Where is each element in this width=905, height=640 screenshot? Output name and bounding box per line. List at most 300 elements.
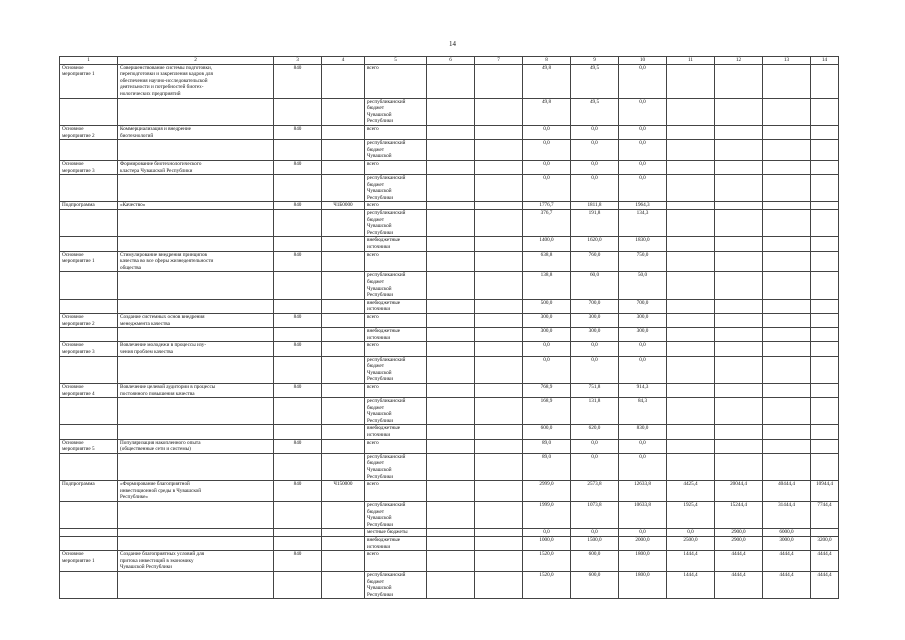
column-header: 1 (60, 57, 118, 65)
value-cell: 638,8 (523, 251, 571, 272)
value-cell (667, 383, 715, 397)
code-cell (322, 571, 365, 598)
table-row (60, 342, 839, 356)
grbs-cell: 840 (274, 64, 322, 98)
program-name-cell: Коммерциализация и внедрение биотехнологий (118, 125, 274, 139)
program-name-cell: «Качество» (118, 202, 274, 210)
value-cell (811, 64, 839, 98)
code-cell (322, 140, 365, 161)
value-cell: 20044,4 (715, 481, 763, 502)
empty-cell (427, 98, 475, 125)
grbs-cell: 840 (274, 125, 322, 139)
value-cell: 0,0 (619, 175, 667, 202)
value-cell: 15244,4 (715, 502, 763, 529)
program-type-cell: Основное мероприятие 5 (60, 439, 118, 453)
value-cell: 760,0 (571, 251, 619, 272)
program-type-cell (60, 299, 118, 313)
funding-source-cell: республиканский бюджет Чувашской Республики (365, 210, 427, 237)
value-cell: 0,0 (619, 98, 667, 125)
table-row (60, 383, 839, 397)
value-cell: 1800,0 (619, 551, 667, 572)
empty-cell (475, 272, 523, 299)
program-type-cell: Основное мероприятие 2 (60, 313, 118, 327)
code-cell (322, 160, 365, 174)
empty-cell (475, 175, 523, 202)
value-cell (811, 98, 839, 125)
code-cell (322, 383, 365, 397)
value-cell: 4425,4 (667, 481, 715, 502)
value-cell (763, 272, 811, 299)
value-cell (715, 160, 763, 174)
table-row (60, 481, 839, 502)
funding-source-cell: республиканский бюджет Чувашской Республики (365, 175, 427, 202)
value-cell: 0,0 (571, 453, 619, 480)
program-name-cell: Популяризация накопленного опыта (общественные сети и системы) (118, 439, 274, 453)
value-cell (811, 398, 839, 425)
column-header: 11 (667, 57, 715, 65)
value-cell: 2573,8 (571, 481, 619, 502)
program-name-cell (118, 536, 274, 550)
empty-cell (427, 313, 475, 327)
value-cell: 134,3 (619, 210, 667, 237)
empty-cell (427, 529, 475, 537)
value-cell (811, 251, 839, 272)
funding-source-cell: внебюджетные источники (365, 536, 427, 550)
value-cell: 300,0 (619, 313, 667, 327)
code-cell (322, 313, 365, 327)
grbs-cell: 840 (274, 251, 322, 272)
program-name-cell: Стимулирование внедрения принципов качества во все сферы жизнедеятельности общества (118, 251, 274, 272)
value-cell (715, 125, 763, 139)
value-cell: 1776,7 (523, 202, 571, 210)
column-header: 7 (475, 57, 523, 65)
value-cell (811, 439, 839, 453)
value-cell: 1800,0 (619, 571, 667, 598)
program-type-cell (60, 237, 118, 251)
empty-cell (475, 125, 523, 139)
value-cell (763, 64, 811, 98)
value-cell (667, 313, 715, 327)
empty-cell (475, 98, 523, 125)
program-type-cell (60, 140, 118, 161)
code-cell (322, 342, 365, 356)
table-row (60, 98, 839, 125)
value-cell: 600,0 (571, 551, 619, 572)
code-cell: Ч1Б0000 (322, 202, 365, 210)
program-name-cell (118, 398, 274, 425)
grbs-cell (274, 140, 322, 161)
grbs-cell: 840 (274, 160, 322, 174)
value-cell (667, 272, 715, 299)
value-cell: 300,0 (571, 328, 619, 342)
program-type-cell (60, 398, 118, 425)
program-type-cell: Основное мероприятие 1 (60, 64, 118, 98)
funding-source-cell: внебюджетные источники (365, 299, 427, 313)
value-cell: 1925,4 (667, 502, 715, 529)
value-cell (715, 98, 763, 125)
grbs-cell: 840 (274, 551, 322, 572)
empty-cell (427, 342, 475, 356)
empty-cell (427, 210, 475, 237)
code-cell (322, 251, 365, 272)
grbs-cell (274, 210, 322, 237)
empty-cell (475, 481, 523, 502)
code-cell (322, 551, 365, 572)
program-name-cell (118, 272, 274, 299)
value-cell: 49,5 (571, 64, 619, 98)
value-cell (715, 251, 763, 272)
empty-cell (475, 299, 523, 313)
empty-cell (475, 551, 523, 572)
page-number: 14 (449, 40, 456, 48)
funding-source-cell: всего (365, 342, 427, 356)
column-header: 14 (811, 57, 839, 65)
program-type-cell: Основное мероприятие 3 (60, 342, 118, 356)
funding-source-cell: всего (365, 64, 427, 98)
program-type-cell: Подпрограмма (60, 481, 118, 502)
value-cell (667, 140, 715, 161)
program-name-cell (118, 328, 274, 342)
value-cell: 0,0 (619, 529, 667, 537)
program-name-cell (118, 453, 274, 480)
value-cell (667, 64, 715, 98)
value-cell: 0,0 (571, 439, 619, 453)
grbs-cell (274, 425, 322, 439)
table-row (60, 64, 839, 98)
value-cell (763, 342, 811, 356)
value-cell: 0,0 (571, 125, 619, 139)
value-cell (763, 237, 811, 251)
funding-source-cell: всего (365, 160, 427, 174)
value-cell: 500,0 (523, 299, 571, 313)
value-cell: 49,8 (523, 98, 571, 125)
value-cell: 2900,0 (715, 536, 763, 550)
program-type-cell (60, 328, 118, 342)
empty-cell (475, 251, 523, 272)
table-row (60, 272, 839, 299)
empty-cell (427, 356, 475, 383)
table-row (60, 328, 839, 342)
program-type-cell: Основное мероприятие 3 (60, 160, 118, 174)
empty-cell (427, 160, 475, 174)
table-row (60, 502, 839, 529)
empty-cell (427, 502, 475, 529)
funding-source-cell: республиканский бюджет Чувашской Республики (365, 571, 427, 598)
value-cell (763, 356, 811, 383)
program-name-cell (118, 529, 274, 537)
empty-cell (427, 571, 475, 598)
value-cell: 7744,4 (811, 502, 839, 529)
value-cell: 1400,0 (523, 237, 571, 251)
value-cell: 1444,4 (667, 551, 715, 572)
value-cell (667, 98, 715, 125)
value-cell: 768,9 (523, 383, 571, 397)
empty-cell (475, 571, 523, 598)
value-cell (715, 313, 763, 327)
grbs-cell (274, 98, 322, 125)
code-cell (322, 98, 365, 125)
grbs-cell (274, 502, 322, 529)
program-type-cell (60, 98, 118, 125)
table-row (60, 313, 839, 327)
funding-source-cell: местные бюджеты (365, 529, 427, 537)
value-cell: 10944,4 (811, 481, 839, 502)
value-cell (667, 299, 715, 313)
value-cell (763, 425, 811, 439)
value-cell (763, 313, 811, 327)
table-row (60, 299, 839, 313)
value-cell: 4444,4 (811, 551, 839, 572)
value-cell (667, 328, 715, 342)
funding-source-cell: внебюджетные источники (365, 425, 427, 439)
value-cell: 31444,4 (763, 502, 811, 529)
value-cell (667, 202, 715, 210)
grbs-cell (274, 237, 322, 251)
value-cell: 89,0 (523, 439, 571, 453)
empty-cell (475, 210, 523, 237)
value-cell (811, 529, 839, 537)
value-cell: 0,0 (571, 140, 619, 161)
program-name-cell (118, 425, 274, 439)
value-cell (763, 383, 811, 397)
table-row (60, 210, 839, 237)
grbs-cell: 840 (274, 439, 322, 453)
value-cell (763, 398, 811, 425)
value-cell (667, 210, 715, 237)
value-cell (715, 453, 763, 480)
value-cell: 10633,8 (619, 502, 667, 529)
code-cell (322, 536, 365, 550)
funding-source-cell: всего (365, 125, 427, 139)
value-cell (667, 125, 715, 139)
value-cell: 1830,0 (619, 237, 667, 251)
value-cell: 138,8 (523, 272, 571, 299)
empty-cell (427, 272, 475, 299)
value-cell: 0,0 (523, 160, 571, 174)
value-cell: 376,7 (523, 210, 571, 237)
grbs-cell (274, 175, 322, 202)
code-cell (322, 175, 365, 202)
value-cell: 50,0 (619, 272, 667, 299)
funding-source-cell: всего (365, 439, 427, 453)
value-cell: 4444,4 (715, 571, 763, 598)
funding-source-cell: республиканский бюджет Чувашской Республики (365, 502, 427, 529)
value-cell (763, 125, 811, 139)
value-cell: 1073,8 (571, 502, 619, 529)
value-cell: 2999,0 (523, 481, 571, 502)
empty-cell (427, 439, 475, 453)
table-row (60, 425, 839, 439)
value-cell: 0,0 (523, 342, 571, 356)
program-name-cell (118, 210, 274, 237)
value-cell (715, 439, 763, 453)
value-cell: 60,0 (571, 272, 619, 299)
value-cell: 0,0 (619, 140, 667, 161)
value-cell (811, 425, 839, 439)
value-cell (715, 175, 763, 202)
value-cell: 168,9 (523, 398, 571, 425)
grbs-cell (274, 571, 322, 598)
value-cell: 84,3 (619, 398, 667, 425)
value-cell: 0,0 (523, 356, 571, 383)
column-header: 4 (322, 57, 365, 65)
table-row (60, 439, 839, 453)
empty-cell (427, 237, 475, 251)
program-name-cell (118, 237, 274, 251)
grbs-cell: 840 (274, 202, 322, 210)
program-type-cell (60, 175, 118, 202)
code-cell (322, 328, 365, 342)
funding-source-cell: республиканский бюджет Чувашской Республики (365, 398, 427, 425)
value-cell (715, 425, 763, 439)
value-cell: 1811,8 (571, 202, 619, 210)
value-cell (667, 342, 715, 356)
funding-source-cell: всего (365, 383, 427, 397)
value-cell: 0,0 (571, 342, 619, 356)
empty-cell (475, 342, 523, 356)
value-cell (763, 160, 811, 174)
empty-cell (475, 64, 523, 98)
code-cell (322, 125, 365, 139)
value-cell (811, 383, 839, 397)
column-header: 8 (523, 57, 571, 65)
funding-source-cell: внебюджетные источники (365, 237, 427, 251)
program-type-cell (60, 453, 118, 480)
table-row (60, 356, 839, 383)
value-cell: 0,0 (571, 160, 619, 174)
value-cell: 4444,4 (763, 571, 811, 598)
value-cell (667, 356, 715, 383)
code-cell (322, 64, 365, 98)
value-cell (811, 272, 839, 299)
value-cell (763, 202, 811, 210)
empty-cell (427, 536, 475, 550)
column-header: 6 (427, 57, 475, 65)
code-cell (322, 299, 365, 313)
value-cell (811, 299, 839, 313)
grbs-cell: 840 (274, 342, 322, 356)
column-header: 13 (763, 57, 811, 65)
value-cell: 4444,4 (811, 571, 839, 598)
value-cell (715, 64, 763, 98)
value-cell: 0,0 (523, 529, 571, 537)
header-row (60, 57, 839, 65)
program-name-cell: Совершенствование системы подготовки, переподготовки и закрепления кадров для обеспечения научно-исследовательской деятельности и потребностей биотех- нологических предприятий (118, 64, 274, 98)
empty-cell (475, 383, 523, 397)
empty-cell (427, 398, 475, 425)
funding-source-cell: республиканский бюджет Чувашской Республики (365, 98, 427, 125)
table-row (60, 551, 839, 572)
value-cell: 3200,0 (811, 536, 839, 550)
funding-source-cell: всего (365, 251, 427, 272)
code-cell (322, 237, 365, 251)
empty-cell (475, 439, 523, 453)
program-name-cell (118, 356, 274, 383)
value-cell (763, 328, 811, 342)
value-cell (715, 383, 763, 397)
value-cell (715, 398, 763, 425)
table-row (60, 398, 839, 425)
value-cell: 49,5 (571, 98, 619, 125)
value-cell: 750,0 (619, 251, 667, 272)
value-cell: 1000,0 (523, 536, 571, 550)
value-cell: 49,8 (523, 64, 571, 98)
program-type-cell: Основное мероприятие 4 (60, 383, 118, 397)
value-cell (763, 175, 811, 202)
value-cell (763, 98, 811, 125)
empty-cell (475, 398, 523, 425)
value-cell (667, 160, 715, 174)
empty-cell (427, 328, 475, 342)
value-cell: 40444,4 (763, 481, 811, 502)
grbs-cell (274, 398, 322, 425)
funding-source-cell: республиканский бюджет Чувашской (365, 140, 427, 161)
code-cell (322, 398, 365, 425)
value-cell: 600,0 (571, 571, 619, 598)
table-row (60, 160, 839, 174)
value-cell (811, 356, 839, 383)
program-type-cell: Основное мероприятие 1 (60, 551, 118, 572)
value-cell (763, 210, 811, 237)
column-header: 9 (571, 57, 619, 65)
value-cell: 4444,4 (715, 551, 763, 572)
table-row (60, 536, 839, 550)
empty-cell (475, 328, 523, 342)
program-name-cell: Формирование биотехнологического кластера Чувашской Республики (118, 160, 274, 174)
funding-source-cell: всего (365, 202, 427, 210)
value-cell: 2000,0 (619, 536, 667, 550)
empty-cell (427, 175, 475, 202)
value-cell: 2900,0 (715, 529, 763, 537)
grbs-cell (274, 356, 322, 383)
funding-source-cell: республиканский бюджет Чувашской Республики (365, 272, 427, 299)
budget-table (59, 56, 839, 599)
value-cell: 0,0 (667, 529, 715, 537)
value-cell (811, 453, 839, 480)
value-cell (715, 328, 763, 342)
value-cell (763, 439, 811, 453)
program-name-cell: Создание благоприятных условий для притока инвестиций в экономику Чувашской Республики (118, 551, 274, 572)
value-cell: 1444,4 (667, 571, 715, 598)
value-cell (811, 342, 839, 356)
value-cell: 1520,0 (523, 551, 571, 572)
funding-source-cell: республиканский бюджет Чувашской Республики (365, 356, 427, 383)
code-cell (322, 453, 365, 480)
grbs-cell: 840 (274, 481, 322, 502)
table-row (60, 571, 839, 598)
value-cell (715, 356, 763, 383)
program-type-cell: Основное мероприятие 1 (60, 251, 118, 272)
program-type-cell: Подпрограмма (60, 202, 118, 210)
program-name-cell (118, 175, 274, 202)
empty-cell (475, 356, 523, 383)
grbs-cell (274, 453, 322, 480)
empty-cell (427, 202, 475, 210)
empty-cell (475, 202, 523, 210)
program-type-cell (60, 210, 118, 237)
value-cell: 751,8 (571, 383, 619, 397)
value-cell: 300,0 (571, 313, 619, 327)
value-cell (763, 453, 811, 480)
value-cell (715, 237, 763, 251)
empty-cell (427, 551, 475, 572)
funding-source-cell: внебюджетные источники (365, 328, 427, 342)
value-cell: 0,0 (619, 453, 667, 480)
empty-cell (475, 237, 523, 251)
value-cell: 300,0 (619, 328, 667, 342)
empty-cell (427, 125, 475, 139)
grbs-cell (274, 529, 322, 537)
